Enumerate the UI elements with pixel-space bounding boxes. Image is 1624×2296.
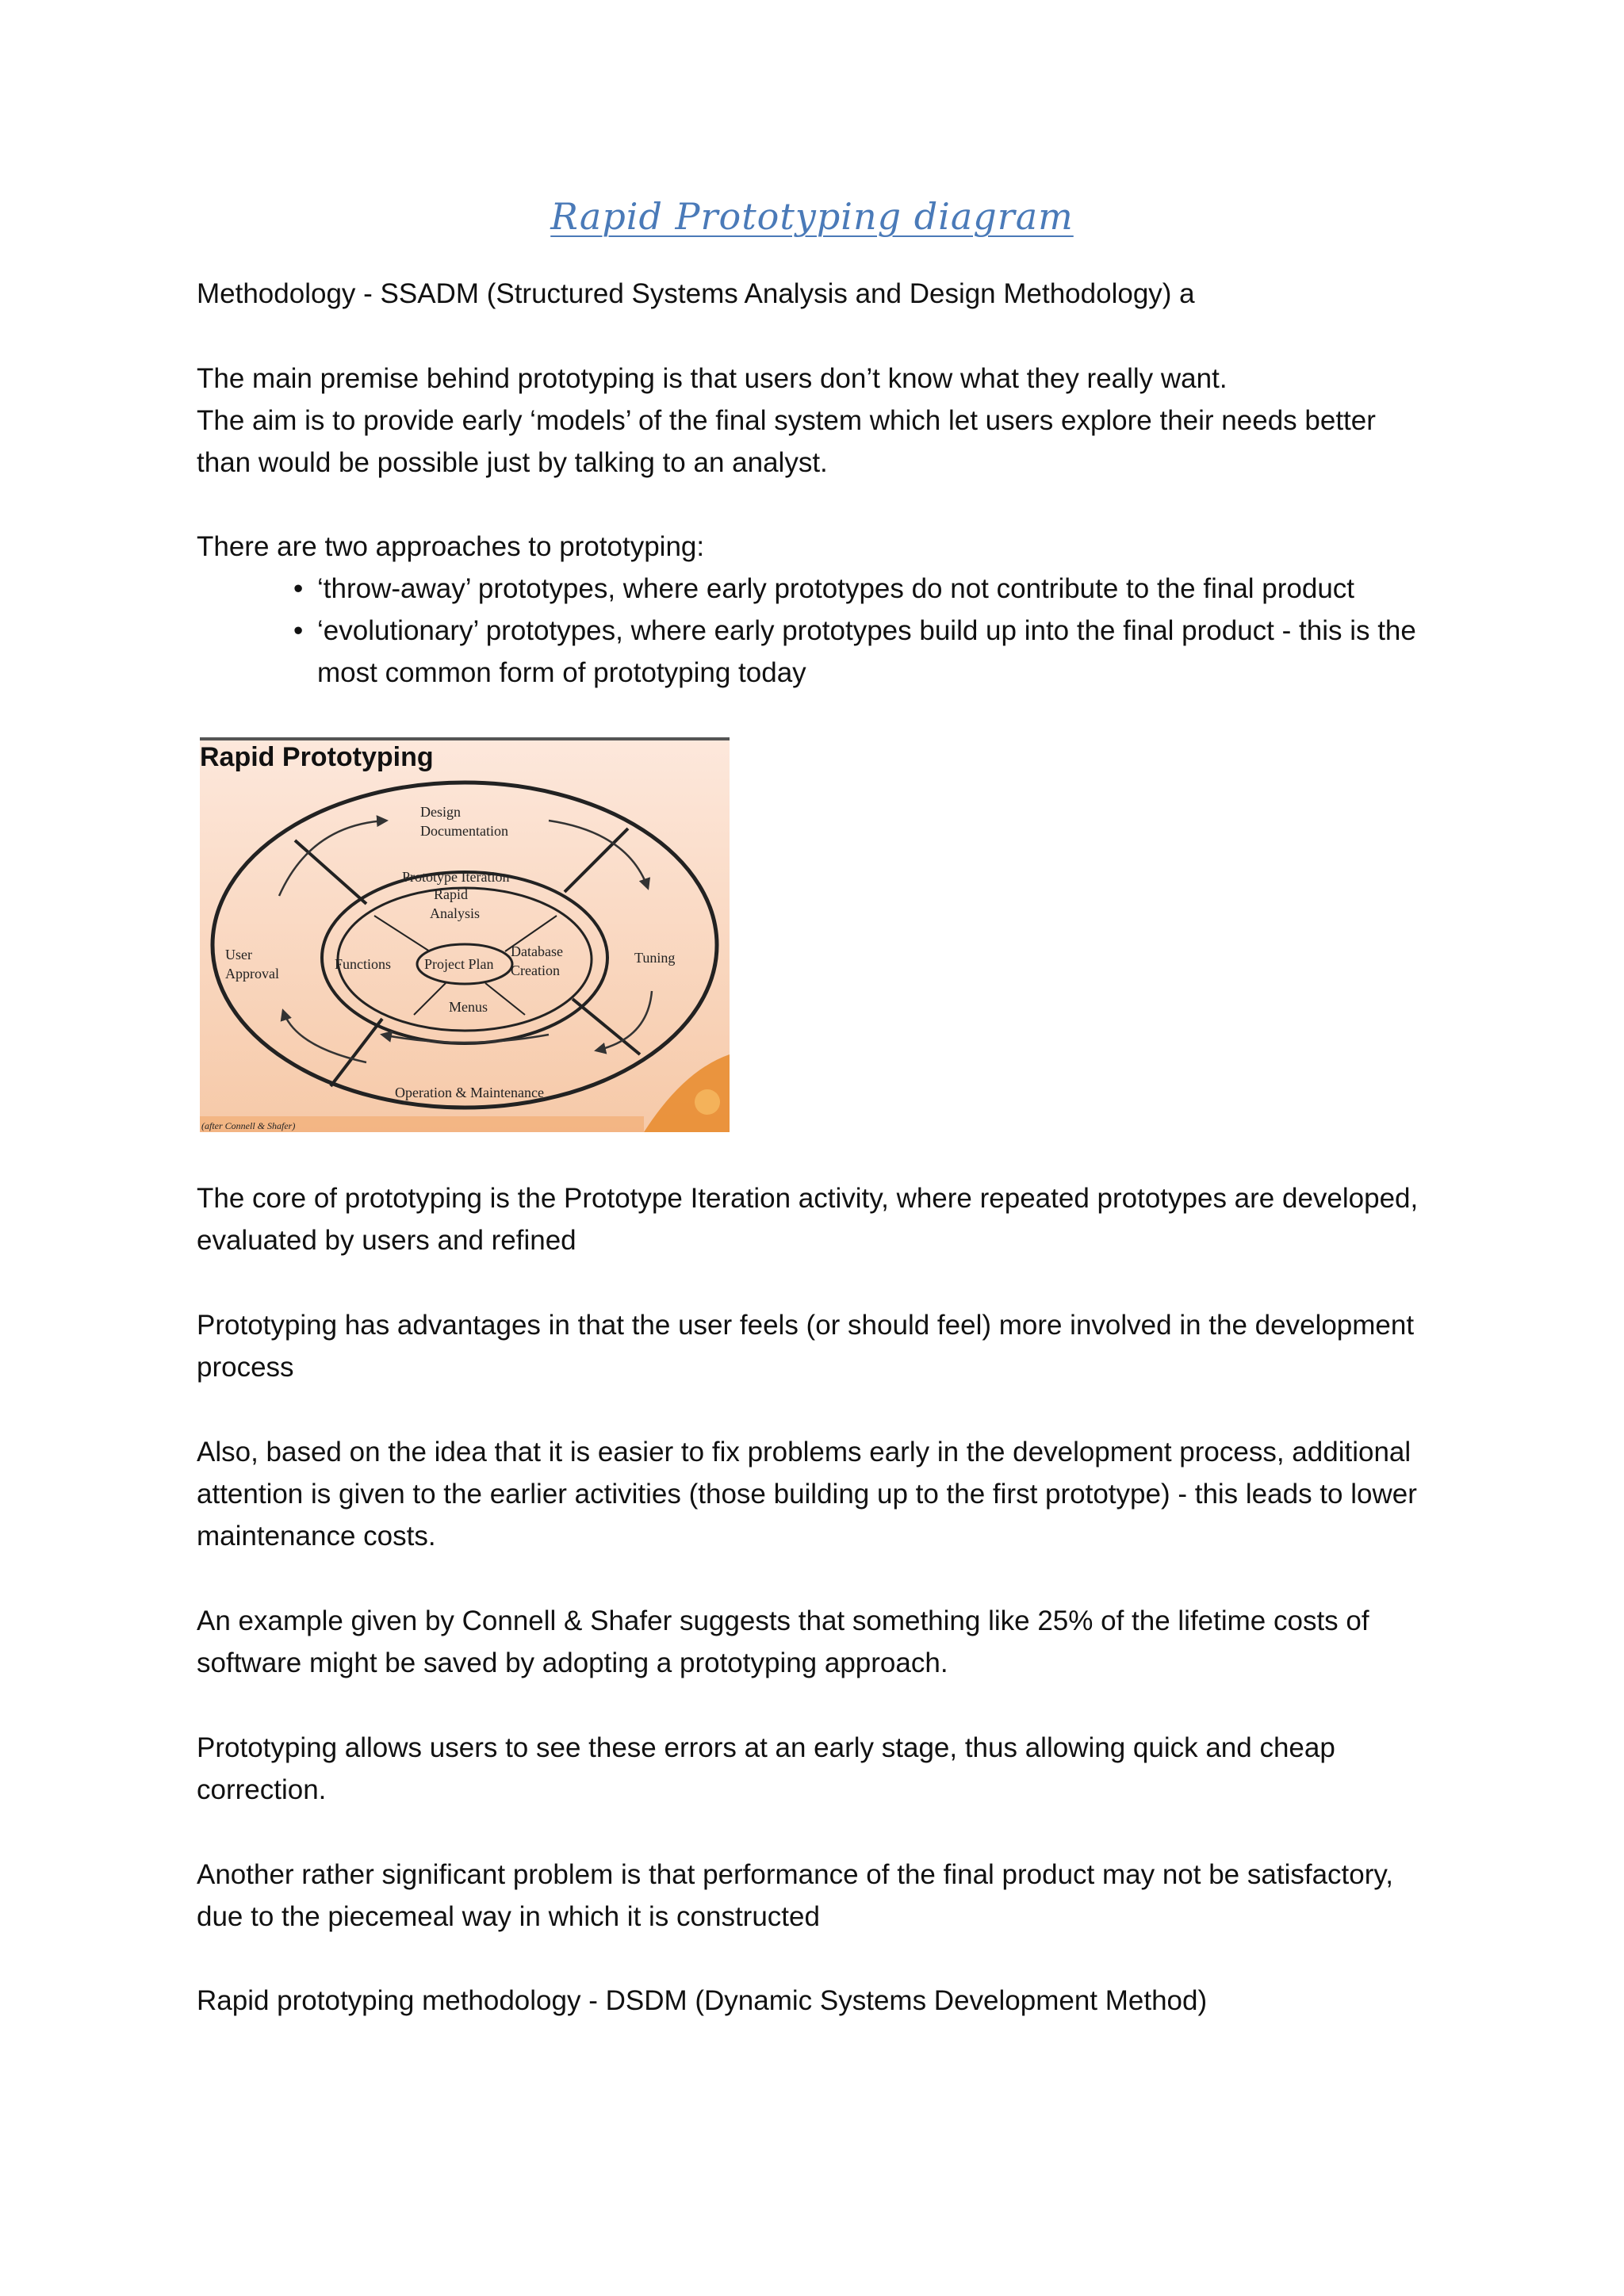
- label-database: Database: [511, 943, 563, 959]
- approaches-intro: There are two approaches to prototyping:: [197, 531, 705, 562]
- errors-paragraph: Prototyping allows users to see these errors at an early stage, thus allowing quick and cheap correction.: [197, 1732, 1335, 1805]
- label-rapid: Rapid: [434, 886, 468, 902]
- label-analysis: Analysis: [430, 905, 480, 921]
- problem-paragraph: Another rather significant problem is that performance of the final product may not be satisfactory, due to the piecemeal way in which it is constructed: [197, 1859, 1393, 1932]
- core-paragraph: The core of prototyping is the Prototype Iteration activity, where repeated prototypes are developed, evaluated by users and refined: [197, 1183, 1419, 1256]
- dsdm-paragraph: Rapid prototyping methodology - DSDM (Dynamic Systems Development Method): [197, 1985, 1208, 2016]
- rapid-prototyping-diagram: [200, 737, 730, 1132]
- diagram-background: [200, 737, 730, 1132]
- approaches-list: [293, 568, 1435, 694]
- label-user: User: [225, 947, 252, 962]
- diagram-svg: [200, 737, 730, 1132]
- label-design: Design: [420, 804, 461, 820]
- decorative-circle: [695, 1089, 720, 1115]
- label-functions: Functions: [335, 956, 392, 972]
- label-prototype-iteration: Prototype Iteration: [402, 869, 510, 885]
- diagram-heading: Rapid Prototyping: [200, 742, 434, 772]
- methodology-paragraph: Methodology - SSADM (Structured Systems Analysis and Design Methodology) a: [197, 278, 1195, 309]
- label-creation: Creation: [511, 962, 560, 978]
- advantages-paragraph: Prototyping has advantages in that the user feels (or should feel) more involved in the development process: [197, 1310, 1415, 1383]
- also-paragraph: Also, based on the idea that it is easier to fix problems early in the development process, additional attention is given to the earlier activities (those building up to the first prototype) - this leads to lower maintenance costs.: [197, 1437, 1417, 1552]
- label-credit: (after Connell & Shafer): [201, 1120, 296, 1131]
- label-operation: Operation & Maintenance: [395, 1085, 544, 1100]
- page-title: Rapid Prototyping diagram: [550, 195, 1074, 238]
- label-documentation: Documentation: [420, 823, 508, 839]
- label-project-plan: Project Plan: [424, 956, 494, 972]
- premise-paragraph-2: The aim is to provide early ‘models’ of the final system which let users explore their needs better than would be possible just by talking to an analyst.: [197, 405, 1376, 478]
- label-tuning: Tuning: [634, 950, 676, 966]
- example-paragraph: An example given by Connell & Shafer suggests that something like 25% of the lifetime costs of software might be saved by adopting a prototyping approach.: [197, 1605, 1369, 1678]
- label-approval: Approval: [225, 966, 279, 982]
- label-menus: Menus: [449, 999, 488, 1015]
- list-item: • ‘throw-away’ prototypes, where early prototypes do not contribute to the final product: [293, 568, 1435, 610]
- list-item: • ‘evolutionary’ prototypes, where early prototypes build up into the final product - this is the most common form of prototyping today: [293, 610, 1435, 694]
- premise-paragraph-1: The main premise behind prototyping is that users don’t know what they really want.: [197, 363, 1228, 394]
